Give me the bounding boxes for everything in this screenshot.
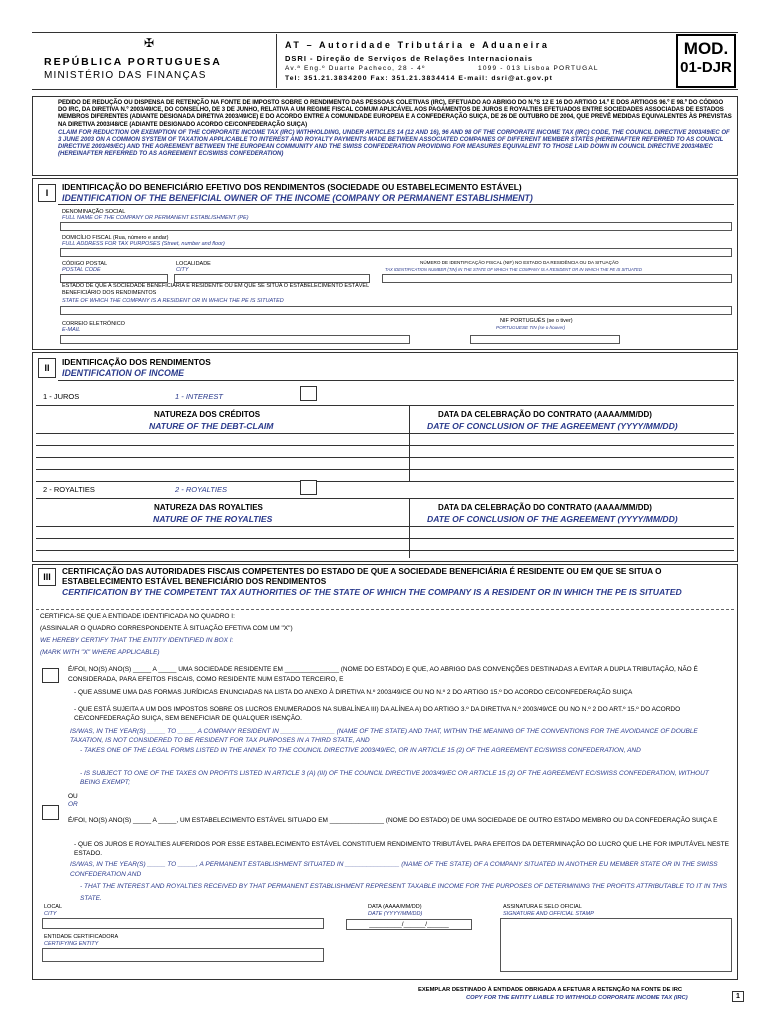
email-label-en: E-MAIL (62, 327, 81, 333)
section1-rule (58, 204, 734, 205)
city-label-en: CITY (176, 267, 189, 273)
royalties-checkbox[interactable] (300, 480, 317, 495)
city-field[interactable] (174, 274, 370, 283)
coat-of-arms-icon: ✠ (143, 36, 155, 50)
interest-row-3 (36, 457, 734, 458)
address-line: Av.ª Eng.º Duarte Pacheco, 28 - 4º (285, 65, 426, 72)
local-field[interactable] (42, 918, 324, 929)
section3-rule (36, 609, 734, 610)
tin-label-pt: NÚMERO DE IDENTIFICAÇÃO FISCAL (NIF) NO ESTADO DA RESIDÊNCIA OU DA SITUAÇÃO (420, 260, 619, 265)
postcode-field[interactable] (60, 274, 168, 283)
royalties-label-en: 2 - ROYALTIES (175, 485, 227, 494)
signature-field[interactable] (500, 918, 732, 972)
juros-label-pt: 1 - JUROS (43, 392, 80, 401)
interest-top-rule (36, 405, 734, 406)
ministry-label: MINISTÉRIO DAS FINANÇAS (44, 70, 207, 81)
address-label-en: FULL ADDRESS FOR TAX PURPOSES (Street, number and floor) (62, 241, 225, 247)
opt1-bullet-2: - QUE ESTÁ SUJEITA A UM DOS IMPOSTOS SOBRE OS LUCROS ENUMERADOS NA SUBALÍNEA III) DA ALÍNEA A) DO ARTIGO 3.º DA DIRETIVA N.º 2003/49/CE OU NO N.º 2 DO ART.º 15.º DO ACORDO CE/CONFEDERAÇÃO SUIÇA, SEM BENEFICIAR DE QUALQUER ISENÇÃO. (74, 706, 681, 722)
or-en: OR (68, 801, 78, 808)
cert-date-field[interactable]: _________/______/______ (346, 919, 472, 930)
royalties-label-pt: 2 - ROYALTIES (43, 485, 95, 494)
section3-title-en: CERTIFICATION BY THE COMPETENT TAX AUTHORITIES OF THE STATE OF WHICH THE COMPANY IS A RESIDENT OR IN WHICH THE PE IS SITUATED (62, 587, 682, 597)
nif-label-en: PORTUGUESE TIN (se o houver) (496, 325, 566, 330)
interest-row-1 (36, 433, 734, 434)
section1-title-pt: IDENTIFICAÇÃO DO BENEFICIÁRIO EFETIVO DOS RENDIMENTOS (SOCIEDADE OU ESTABELECIMENTO ESTÁVEL) (62, 182, 522, 192)
opt2-bullet-1: - QUE OS JUROS E ROYALTIES AUFERIDOS POR ESSE ESTABELECIMENTO ESTÁVEL CONSTITUEM RENDIMENTO TRIBUTÁVEL PARA EFEITOS DA DETERMINAÇÃO DO LUCRO QUE LHE FOR IMPUTÁVEL NESTE ESTADO. (74, 841, 729, 857)
nat-cred-pt: NATUREZA DOS CRÉDITOS (154, 410, 261, 419)
section3-num: III (38, 568, 56, 586)
interest-checkbox[interactable] (300, 386, 317, 401)
royalties-row-1 (36, 526, 734, 527)
opt1-bullet-1: - QUE ASSUME UMA DAS FORMAS JURÍDICAS ENUNCIADAS NA LISTA DO ANEXO À DIRETIVA N.º 2003/49/CE OU NO N.º 2 DO ARTIGO 15.º DO ACORDO CE/CONFEDERAÇÃO SUIÇA (74, 689, 633, 696)
address-field[interactable] (60, 248, 732, 257)
footer-pt: EXEMPLAR DESTINADO À ENTIDADE OBRIGADA A EFETUAR A RETENÇÃO NA FONTE DE IRC (418, 987, 683, 993)
email-label-pt: CORREIO ELETRÓNICO (62, 321, 125, 327)
cert-en-1: WE HEREBY CERTIFY THAT THE ENTITY IDENTIFIED IN BOX I: (40, 637, 234, 644)
name-label-pt: DENOMINAÇÃO SOCIAL (62, 209, 126, 215)
postcode-label-pt: CÓDIGO POSTAL (62, 261, 108, 267)
entity-label-pt: ENTIDADE CERTIFICADORA (44, 934, 119, 940)
permanent-establishment-checkbox[interactable] (42, 805, 59, 820)
name-label-en: FULL NAME OF THE COMPANY OR PERMANENT ESTABLISHMENT (PE) (62, 215, 249, 221)
interest-date-en: DATE OF CONCLUSION OF THE AGREEMENT (YYYY/MM/DD) (427, 421, 678, 431)
cert-pt-2: (ASSINALAR O QUADRO CORRESPONDENTE À SITUAÇÃO EFETIVA COM UM "X") (40, 625, 293, 632)
intro-pt: PEDIDO DE REDUÇÃO OU DISPENSA DE RETENÇÃO NA FONTE DE IMPOSTO SOBRE O RENDIMENTO DAS PESSOAS COLETIVAS (IRC), EFETUADO AO ABRIGO DO N.ºS 12 E 16 DO ARTIGO 14.º E DOS ARTIGOS 96.º E 98.º DO CÓDIGO DO IRC, DA DIRETIVA N.º 2003/49/CE, DO CONSELHO, DE 3 DE JUNHO, RELATIVA A UM REGIME FISCAL COMUM APLICÁVEL AOS PAGAMENTOS DE JUROS E ROYALTIES EFETUADOS ENTRE SOCIEDADES ASSOCIADAS DE ESTADOS MEMBROS DIFERENTES (ADIANTE DESIGNADA DIRETIVA 2003/49/CE) E DO ACORDO ENTRE A COMUNIDADE EUROPEIA E A CONFEDERAÇÃO SUIÇA, DE 26 DE OUTUBRO DE 2004, QUE PREVÊ MEDIDAS EQUIVALENTES ÀS PREVISTAS NA DIRETIVA 2003/48/CE (ADIANTE DESIGNADO ACORDO CE/CONFEDERAÇÃO SUIÇA) (58, 100, 732, 128)
opt1-en-bullet-1: - TAKES ONE OF THE LEGAL FORMS LISTED IN THE ANNEX TO THE COUNCIL DIRECTIVE 2003/49/EC, OR IN ARTICLE 15 (2) OF THE AGREEMENT EC/SWISS CONFEDERATION, AND (80, 747, 641, 754)
royalties-top-rule (36, 498, 734, 499)
at-line: AT – Autoridade Tributária e Aduaneira (285, 40, 550, 50)
header-divider (276, 34, 277, 88)
royalties-row-3 (36, 550, 734, 551)
nif-label-pt: NIF PORTUGUÊS (se o tiver) (500, 318, 573, 324)
resident-company-checkbox[interactable] (42, 668, 59, 683)
cert-date-label-pt: DATA (AAAA/MM/DD) (368, 904, 422, 910)
cert-date-label-en: DATE (YYYY/MM/DD) (368, 911, 423, 917)
nat-roy-pt: NATUREZA DAS ROYALTIES (154, 503, 263, 512)
interest-row-2 (36, 445, 734, 446)
state-label-pt: ESTADO DE QUE A SOCIEDADE BENEFICIÁRIA É RESIDENTE OU EM QUE SE SITUA O ESTABELECIMENTO ESTÁVEL BENEFICIÁRIO DOS RENDIMENTOS (62, 283, 369, 296)
interest-date-pt: DATA DA CELEBRAÇÃO DO CONTRATO (AAAA/MM/DD) (438, 410, 652, 419)
tin-label-en: TAX IDENTIFICATION NUMBER (TIN) IN THE STATE OF WHICH THE COMPANY IS A RESIDENT OR IN WHICH THE PE IS SITUATED (385, 267, 642, 272)
footer-en: COPY FOR THE ENTITY LIABLE TO WITHHOLD CORPORATE INCOME TAX (IRC) (466, 995, 688, 1001)
nat-cred-en: NATURE OF THE DEBT-CLAIM (149, 421, 274, 431)
name-field[interactable] (60, 222, 732, 231)
email-field[interactable] (60, 335, 410, 344)
opt1-en-bullet-2: - IS SUBJECT TO ONE OF THE TAXES ON PROFITS LISTED IN ARTICLE 3 (A) (III) OF THE COUNCIL DIRECTIVE 2003/49/EC OR ARTICLE 15 (2) OF THE AGREEMENT EC/SWISS CONFEDERATION, WITHOUT BEING EXEMPT; (80, 770, 709, 786)
section1-num: I (38, 184, 56, 202)
model-code: 01-DJR (680, 59, 732, 76)
opt1-en: IS/WAS, IN THE YEAR(S) _____ TO _____ A COMPANY RESIDENT IN _______________ (NAME OF THE STATE) AND THAT, WITHIN THE MEANING OF THE CONVENTIONS FOR THE AVOIDANCE OF DOUBLE TAXATION, IS NOT CONSIDERED TO BE RESIDENT FOR TAX PURPOSES IN A THIRD STATE, AND (70, 728, 698, 744)
entity-label-en: CERTIFYING ENTITY (44, 941, 99, 947)
nif-field[interactable] (470, 335, 620, 344)
sign-label-pt: ASSINATURA E SELO OFICIAL (503, 904, 582, 910)
model-label: MOD. (683, 39, 729, 58)
interest-row-5 (36, 481, 734, 482)
section2-title-pt: IDENTIFICAÇÃO DOS RENDIMENTOS (62, 357, 211, 367)
cert-pt-1: CERTIFICA-SE QUE A ENTIDADE IDENTIFICADA NO QUADRO I: (40, 613, 235, 620)
juros-label-en: 1 - INTEREST (175, 392, 223, 401)
intro-en: CLAIM FOR REDUCTION OR EXEMPTION OF THE CORPORATE INCOME TAX (IRC) WITHHOLDING, UNDER ARTICLES 14 (12 AND 16), 96 AND 98 OF THE CORPORATE INCOME TAX (IRC) CODE, THE COUNCIL DIRECTIVE 2003/49/EC OF 3 JUNE 2003 ON A COMMON SYSTEM OF TAXATION APPLICABLE TO INTEREST AND ROYALTY PAYMENTS MADE BETWEEN ASSOCIATED COMPANIES OF DIFFERENT MEMBER STATES (HEREINAFTER REFERRED TO AS COUNCIL DIRECTIVE 2003/49/EC) AND THE AGREEMENT BETWEEN THE EUROPEAN COMMUNITY AND THE SWISS CONFEDERATION PROVIDING FOR MEASURES EQUIVALENT TO THOSE LAID DOWN IN COUNCIL DIRECTIVE 2003/48/EC (HEREINAFTER REFERRED TO AS AGREEMENT EC/SWISS CONFEDERATION) (58, 129, 730, 158)
republic-label: REPÚBLICA PORTUGUESA (44, 56, 222, 68)
entity-field[interactable] (42, 948, 324, 962)
opt2-en: IS/WAS, IN THE YEAR(S) _____ TO _____, A PERMANENT ESTABLISHMENT SITUATED IN _______________ (NAME OF THE STATE) OF A COMPANY SITUATED IN ANOTHER EU MEMBER STATE OR IN THE SWISS CONFEDERATION AND (70, 861, 718, 878)
section2-title-en: IDENTIFICATION OF INCOME (62, 368, 185, 378)
state-field[interactable] (60, 306, 732, 315)
contacts-line: Tel: 351.21.3834200 Fax: 351.21.3834414 E-mail: dsri@at.gov.pt (285, 75, 553, 82)
state-label-en: STATE OF WHICH THE COMPANY IS A RESIDENT OR IN WHICH THE PE IS SITUATED (62, 298, 284, 304)
city-label-pt: LOCALIDADE (176, 261, 211, 267)
postcode-label-en: POSTAL CODE (62, 267, 101, 273)
tin-field[interactable] (382, 274, 732, 283)
page-number: 1 (732, 991, 744, 1002)
section3-title-pt: CERTIFICAÇÃO DAS AUTORIDADES FISCAIS COMPETENTES DO ESTADO DE QUE A SOCIEDADE BENEFICIÁRIA É RESIDENTE OU EM QUE SE SITUA O ESTABELECIMENTO ESTÁVEL BENEFICIÁRIO DOS RENDIMENTOS (62, 567, 662, 586)
opt1-pt: É/FOI, NO(S) ANO(S) _____ A _____ UMA SOCIEDADE RESIDENTE EM _______________ (NOME DO ESTADO) E QUE, AO ABRIGO DAS CONVENÇÕES DESTINADAS A EVITAR A DUPLA TRIBUTAÇÃO, NÃO É CONSIDERADA, PARA EFEITOS FISCAIS, COMO RESIDENTE NUM ESTADO TERCEIRO, E (68, 666, 698, 683)
royalties-row-2 (36, 538, 734, 539)
intro-box (32, 96, 738, 176)
or-pt: OU (68, 793, 78, 800)
model-box (676, 34, 736, 88)
section2-num: II (38, 358, 56, 378)
nat-roy-en: NATURE OF THE ROYALTIES (153, 514, 273, 524)
sign-label-en: SIGNATURE AND OFFICIAL STAMP (503, 911, 594, 917)
cert-en-2: (MARK WITH "X" WHERE APPLICABLE) (40, 649, 160, 656)
section1-title-en: IDENTIFICATION OF THE BENEFICIAL OWNER OF THE INCOME (COMPANY OR PERMANENT ESTABLISHMENT) (62, 193, 533, 203)
section2-rule (58, 380, 734, 381)
royalties-col-divider (409, 498, 410, 558)
postal-line: 1099 - 013 Lisboa PORTUGAL (478, 65, 599, 72)
roy-date-en: DATE OF CONCLUSION OF THE AGREEMENT (YYYY/MM/DD) (427, 514, 678, 524)
local-label-en: CITY (44, 911, 57, 917)
dsri-line: DSRI - Direção de Serviços de Relações Internacionais (285, 54, 534, 63)
roy-date-pt: DATA DA CELEBRAÇÃO DO CONTRATO (AAAA/MM/DD) (438, 503, 652, 512)
address-label-pt: DOMICÍLIO FISCAL (Rua, número e andar) (62, 235, 169, 241)
opt2-en-bullet-1: - THAT THE INTEREST AND ROYALTIES RECEIVED BY THAT PERMANENT ESTABLISHMENT REPRESENT TAXABLE INCOME FOR THE PURPOSES OF DETERMINING THE PROFITS ATTRIBUTABLE TO IT IN THIS STATE. (80, 883, 727, 902)
interest-row-4 (36, 469, 734, 470)
opt2-pt: É/FOI, NO(S) ANO(S) _____ A _____, UM ESTABELECIMENTO ESTÁVEL SITUADO EM _______________ (NOME DO ESTADO) DE UMA SOCIEDADE DE OUTRO ESTADO MEMBRO OU DA CONFEDERAÇÃO SUIÇA E (68, 817, 718, 824)
local-label-pt: LOCAL (44, 904, 63, 910)
